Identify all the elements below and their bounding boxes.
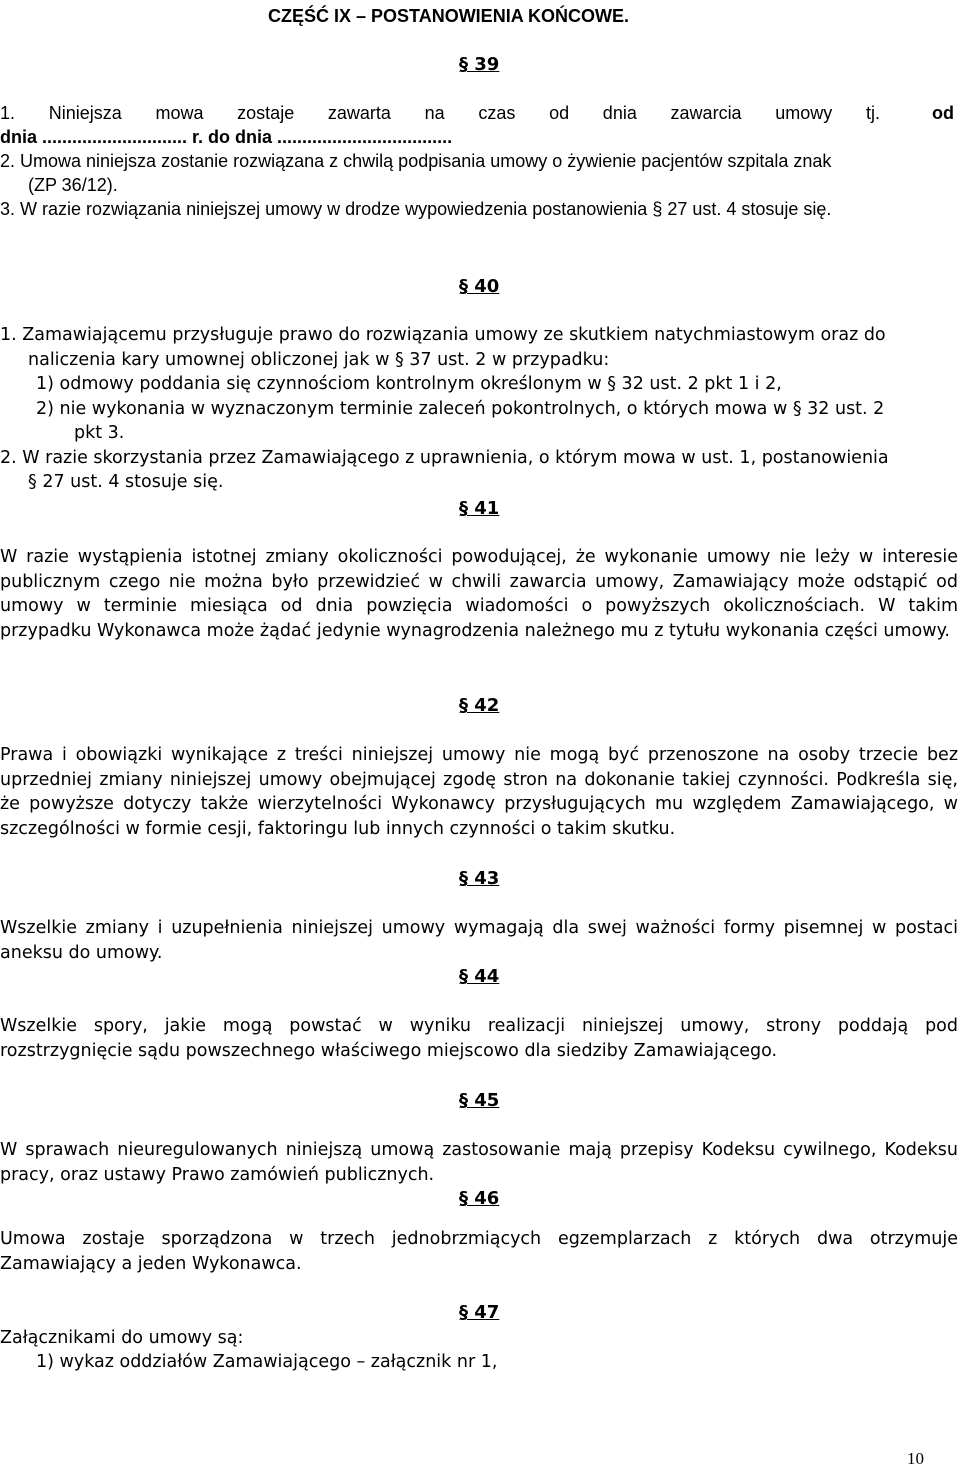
s39-point2-line2: (ZP 36/12). bbox=[28, 175, 118, 195]
s40-item1: 1) odmowy poddania się czynnościom kontrolnym określonym w § 32 ust. 2 pkt 1 i 2, bbox=[36, 374, 782, 394]
s40-point1-line2: naliczenia kary umownej obliczonej jak w § 37 ust. 2 w przypadku: bbox=[28, 350, 610, 370]
s39-point3: 3. W razie rozwiązania niniejszej umowy w drodze wypowiedzenia postanowienia § 27 ust. 4 stosuje się. bbox=[0, 199, 832, 219]
s46-paragraph: Umowa zostaje sporządzona w trzech jednobrzmiących egzemplarzach z których dwa otrzymuje Zamawiający a jeden Wykonawca. bbox=[0, 1229, 958, 1274]
page-title: CZĘŚĆ IX – POSTANOWIENIA KOŃCOWE. bbox=[268, 6, 630, 26]
s40-point1-line1: 1. Zamawiającemu przysługuje prawo do rozwiązania umowy ze skutkiem natychmiastowym oraz do bbox=[0, 325, 886, 345]
section-42-heading: § 42 bbox=[459, 695, 500, 716]
s47-intro: Załącznikami do umowy są: bbox=[0, 1328, 244, 1348]
s44-paragraph: Wszelkie spory, jakie mogą powstać w wyniku realizacji niniejszej umowy, strony poddają pod rozstrzygnięcie sądu powszechnego właściwego miejscowo dla siedziby Zamawiającego. bbox=[0, 1016, 958, 1061]
s40-point2-line2: § 27 ust. 4 stosuje się. bbox=[28, 472, 224, 492]
section-44-heading: § 44 bbox=[459, 966, 500, 987]
s40-point2-line1: 2. W razie skorzystania przez Zamawiającego z uprawnienia, o którym mowa w ust. 1, postanowienia bbox=[0, 448, 889, 468]
s40-item2-line2: pkt 3. bbox=[74, 423, 125, 443]
s39-point2-line1: 2. Umowa niniejsza zostanie rozwiązana z chwilą podpisania umowy o żywienie pacjentów szpitala znak bbox=[0, 151, 832, 171]
section-40-heading: § 40 bbox=[459, 276, 500, 297]
s39-point1-line2: dnia ............................. r. do dnia ................................... bbox=[0, 127, 453, 147]
section-45-heading: § 45 bbox=[459, 1090, 500, 1111]
s39-point1-od: od bbox=[932, 103, 954, 123]
section-43-heading: § 43 bbox=[459, 868, 500, 889]
s42-paragraph: Prawa i obowiązki wynikające z treści niniejszej umowy nie mogą być przenoszone na osoby trzecie bez uprzedniej zmiany niniejszej umowy obejmującej zgodę stron na dokonanie takiej czynności. Podkreśla się, że powyższe dotyczy także wierzytelności Wykonawcy przysługujących mu względem Zamawiającego, w szczególności w formie cesji, faktoringu lub innych czynności o takim skutku. bbox=[0, 745, 958, 839]
s40-item2-line1: 2) nie wykonania w wyznaczonym terminie zaleceń pokontrolnych, o których mowa w § 32 ust. 2 bbox=[36, 399, 885, 419]
section-41-heading: § 41 bbox=[459, 498, 500, 519]
s41-paragraph: W razie wystąpienia istotnej zmiany okoliczności powodującej, że wykonanie umowy nie leży w interesie publicznym czego nie można było przewidzieć w chwili zawarcia umowy, Zamawiający może odstąpić od umowy w terminie miesiąca od dnia powzięcia wiadomości o powyższych okolicznościach. W takim przypadku Wykonawca może żądać jedynie wynagrodzenia należnego mu z tytułu wykonania części umowy. bbox=[0, 547, 958, 641]
section-39-heading: § 39 bbox=[459, 54, 500, 75]
s39-point1-line1: 1. Niniejsza mowa zostaje zawarta na czas od dnia zawarcia umowy tj. bbox=[0, 103, 880, 123]
s45-paragraph: W sprawach nieuregulowanych niniejszą umową zastosowanie mają przepisy Kodeksu cywilnego, Kodeksu pracy, oraz ustawy Prawo zamówień publicznych. bbox=[0, 1140, 958, 1185]
section-46-heading: § 46 bbox=[459, 1188, 500, 1209]
section-47-heading: § 47 bbox=[459, 1302, 500, 1323]
s47-item1: 1) wykaz oddziałów Zamawiającego – załącznik nr 1, bbox=[36, 1352, 498, 1372]
s43-paragraph: Wszelkie zmiany i uzupełnienia niniejszej umowy wymagają dla swej ważności formy pisemnej w postaci aneksu do umowy. bbox=[0, 918, 958, 963]
page-number: 10 bbox=[907, 1449, 924, 1468]
